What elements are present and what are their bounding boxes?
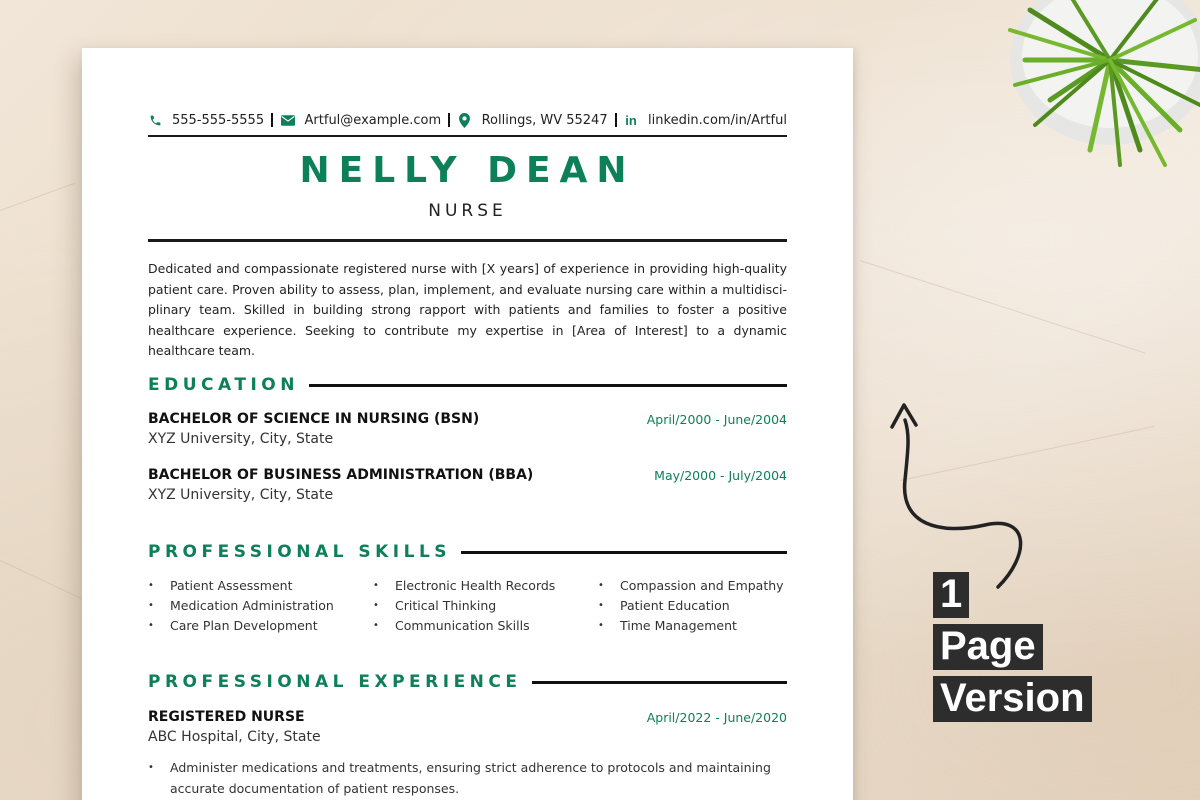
bullet: • [148,580,154,591]
badge-version-label: Version [933,676,1092,722]
employer-name: ABC Hospital, City, State [148,729,321,745]
skill-item [373,618,598,633]
email-text[interactable]: Artful@example.com [304,112,442,128]
skill-item [598,578,787,593]
bullet: • [148,600,154,611]
education-entry [148,467,787,503]
school-name: XYZ University, City, State [148,431,334,447]
contact-linkedin [624,113,787,128]
skill-label: Critical Thinking [395,598,497,613]
marble-vein [860,260,1146,354]
skill-label: Electronic Health Records [395,578,556,593]
skill-label: Patient Education [620,598,730,613]
contact-separator [448,113,450,127]
summary-paragraph: Dedicated and compassionate registered nurse with [X years] of experience in providing high-quality patient care. Proven ability to assess, plan, implement, and evaluate nursing care within a multidisci-plinary team. Skilled in building strong rapport with patients and families to foster a positive healthcare experience. Seeking to contribute my expertise in [Area of Interest] to a dynamic healthcare team. [148,261,787,358]
divider [148,239,787,242]
resume-page [82,48,853,800]
education-entry [148,411,787,447]
bullet: • [148,620,154,631]
position-title: REGISTERED NURSE [148,709,305,725]
bullet: • [598,620,604,631]
skills-heading [148,541,787,563]
marble-vein [0,560,82,599]
experience-title: PROFESSIONAL EXPERIENCE [148,672,522,692]
skill-label: Medication Administration [170,598,334,613]
contact-separator [615,113,617,127]
education-heading [148,374,787,396]
skill-item [148,618,373,633]
skill-label: Patient Assessment [170,578,293,593]
contact-location [458,113,608,128]
bullet: • [373,600,379,611]
skill-item [373,598,598,613]
candidate-role: NURSE [428,201,507,221]
list-item [148,758,787,799]
skills-title: PROFESSIONAL SKILLS [148,542,452,562]
degree-title: BACHELOR OF BUSINESS ADMINISTRATION (BBA) [148,467,534,483]
contact-phone [148,113,264,128]
degree-title: BACHELOR OF SCIENCE IN NURSING (BSN) [148,411,480,427]
education-title: EDUCATION [148,375,299,395]
phone-text: 555-555-5555 [172,112,265,128]
bullet: • [598,600,604,611]
skill-label: Care Plan Development [170,618,318,633]
skill-label: Communication Skills [395,618,530,633]
skill-item [373,578,598,593]
candidate-name: NELLY DEAN [299,150,636,191]
marble-vein [0,183,75,211]
linkedin-icon: in [625,112,637,128]
experience-bullets [148,758,787,799]
bullet: • [373,580,379,591]
skill-item [148,598,373,613]
location-pin-icon [458,113,472,127]
skill-label: Time Management [620,618,737,633]
location-text: Rollings, WV 55247 [481,112,608,128]
bullet: • [598,580,604,591]
linkedin-text[interactable]: linkedin.com/in/Artful [648,112,787,128]
contact-email [281,113,442,128]
badge-number: 1 [933,572,969,618]
contact-separator [271,113,273,127]
email-icon [281,113,295,127]
experience-entry [148,709,787,745]
school-name: XYZ University, City, State [148,487,334,503]
phone-icon [148,113,162,127]
skills-grid [148,578,787,633]
date-range: May/2000 - July/2004 [654,468,787,483]
experience-bullet-text: Administer medications and treatments, ensuring strict adherence to protocols and maintaining accurate documentation of patient responses. [170,760,771,796]
section-rule [309,384,787,387]
experience-heading [148,671,787,693]
date-range: April/2000 - June/2004 [646,412,787,427]
skill-item [598,598,787,613]
skill-label: Compassion and Empathy [620,578,784,593]
date-range: April/2022 - June/2020 [646,710,787,725]
section-rule [461,551,787,554]
potted-plant [990,0,1200,190]
contact-bar [148,110,787,130]
bullet: • [148,762,154,773]
curved-arrow-icon [880,395,1040,595]
bullet: • [373,620,379,631]
badge-page-label: Page [933,624,1043,670]
section-rule [532,681,788,684]
divider [148,135,787,137]
skill-item [148,578,373,593]
skill-item [598,618,787,633]
